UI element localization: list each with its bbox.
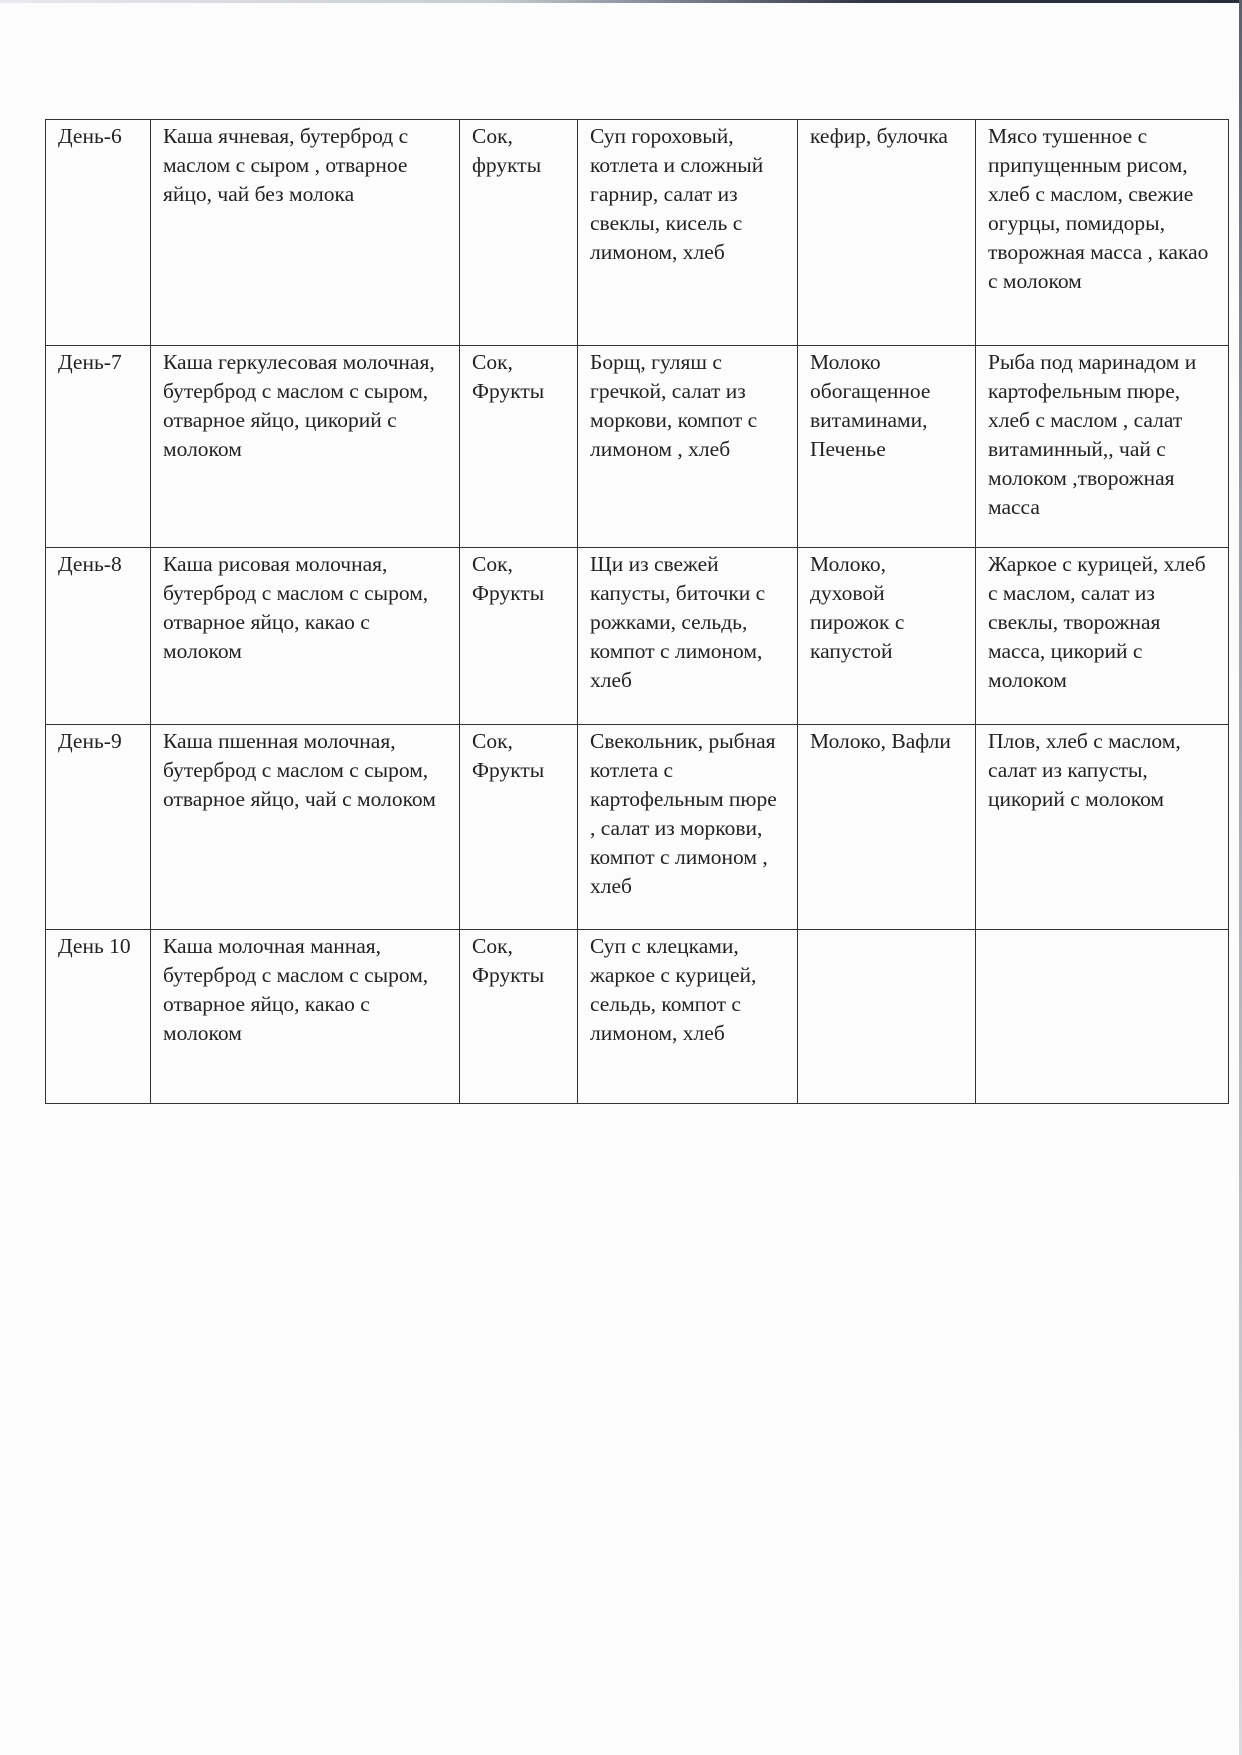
second-breakfast-cell: Сок, Фрукты (460, 346, 578, 548)
day-cell: День 10 (46, 930, 151, 1104)
lunch-cell: Суп гороховый, котлета и сложный гарнир, салат из свеклы, кисель с лимоном, хлеб (578, 120, 798, 346)
dinner-cell: Мясо тушенное с припущенным рисом, хлеб с маслом, свежие огурцы, помидоры, творожная масса , какао с молоком (976, 120, 1229, 346)
breakfast-cell: Каша рисовая молочная, бутерброд с маслом с сыром, отварное яйцо, какао с молоком (151, 548, 460, 725)
lunch-cell: Свекольник, рыбная котлета с картофельным пюре , салат из моркови, компот с лимоном , хлеб (578, 725, 798, 930)
lunch-cell: Суп с клецками, жаркое с курицей, сельдь, компот с лимоном, хлеб (578, 930, 798, 1104)
second-breakfast-cell: Сок, фрукты (460, 120, 578, 346)
snack-cell: Молоко обогащенное витаминами, Печенье (798, 346, 976, 548)
breakfast-cell: Каша пшенная молочная, бутерброд с маслом с сыром, отварное яйцо, чай с молоком (151, 725, 460, 930)
snack-cell (798, 930, 976, 1104)
day-cell: День-8 (46, 548, 151, 725)
dinner-cell: Плов, хлеб с маслом, салат из капусты, цикорий с молоком (976, 725, 1229, 930)
breakfast-cell: Каша ячневая, бутерброд с маслом с сыром , отварное яйцо, чай без молока (151, 120, 460, 346)
snack-cell: Молоко, духовой пирожок с капустой (798, 548, 976, 725)
second-breakfast-cell: Сок, Фрукты (460, 930, 578, 1104)
table-row (46, 930, 1229, 1104)
day-cell: День-6 (46, 120, 151, 346)
lunch-cell: Щи из свежей капусты, биточки с рожками, сельдь, компот с лимоном, хлеб (578, 548, 798, 725)
breakfast-cell: Каша молочная манная, бутерброд с маслом с сыром, отварное яйцо, какао с молоком (151, 930, 460, 1104)
lunch-cell: Борщ, гуляш с гречкой, салат из моркови, компот с лимоном , хлеб (578, 346, 798, 548)
day-cell: День-7 (46, 346, 151, 548)
second-breakfast-cell: Сок, Фрукты (460, 725, 578, 930)
table-row (46, 346, 1229, 548)
snack-cell: Молоко, Вафли (798, 725, 976, 930)
dinner-cell: Рыба под маринадом и картофельным пюре, хлеб с маслом , салат витаминный,, чай с молоком ,творожная масса (976, 346, 1229, 548)
table-row (46, 120, 1229, 346)
snack-cell: кефир, булочка (798, 120, 976, 346)
day-cell: День-9 (46, 725, 151, 930)
dinner-cell (976, 930, 1229, 1104)
menu-table (45, 119, 1229, 1104)
table-row (46, 548, 1229, 725)
dinner-cell: Жаркое с курицей, хлеб с маслом, салат из свеклы, творожная масса, цикорий с молоком (976, 548, 1229, 725)
table-row (46, 725, 1229, 930)
second-breakfast-cell: Сок, Фрукты (460, 548, 578, 725)
breakfast-cell: Каша геркулесовая молочная, бутерброд с маслом с сыром, отварное яйцо, цикорий с молоком (151, 346, 460, 548)
scan-edge-top (0, 0, 1242, 3)
